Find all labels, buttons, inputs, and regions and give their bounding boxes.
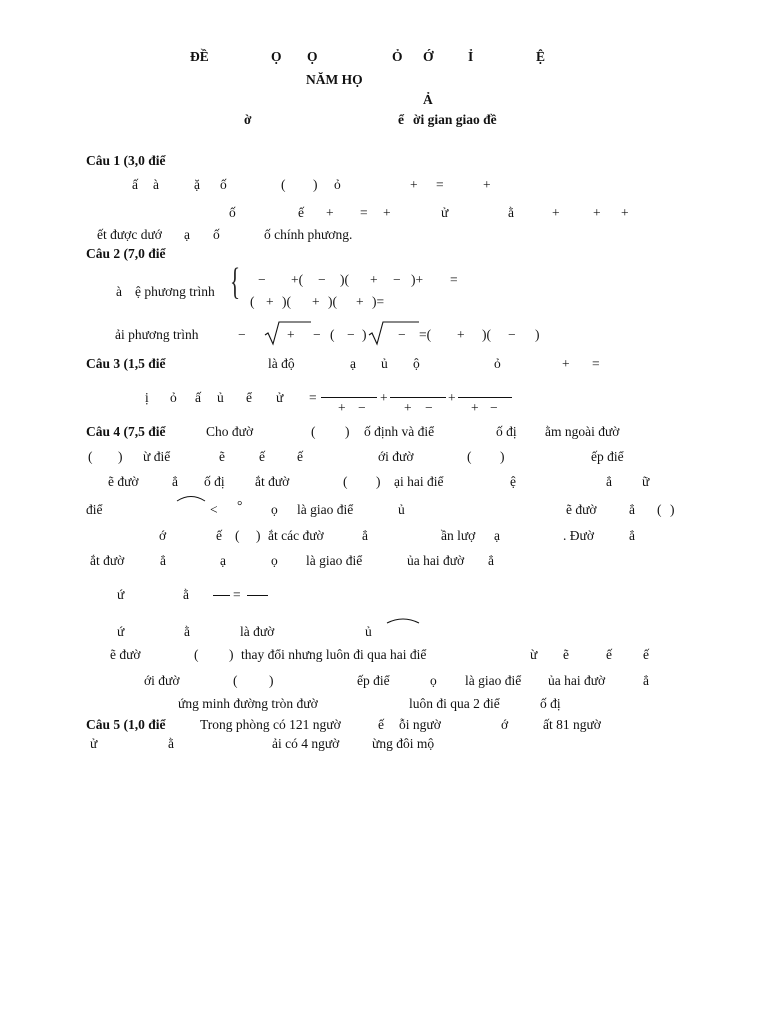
text-fragment: ớ [501, 717, 509, 732]
header-word: Ọ [271, 49, 282, 64]
math-symbol: + [312, 294, 320, 309]
text-fragment: ải phương trình [115, 327, 199, 342]
math-symbol: + [448, 390, 456, 405]
text-fragment: ( [281, 177, 286, 192]
text-fragment: ẳ [606, 474, 612, 489]
text-fragment: ừ [530, 647, 538, 662]
text-fragment: ) [500, 449, 505, 464]
text-fragment: ế [606, 647, 612, 662]
text-fragment: ử [90, 736, 98, 751]
text-fragment: ) [345, 424, 350, 439]
text-fragment: ệ phương trình [135, 284, 215, 299]
fraction-bar [247, 595, 268, 596]
text-fragment: ố [220, 177, 227, 192]
text-fragment: ải có 4 ngườ [272, 736, 340, 751]
text-fragment: ) [313, 177, 318, 192]
text-fragment: ) [118, 449, 123, 464]
text-fragment: ằ [183, 587, 189, 602]
text-fragment: Trong phòng có 121 ngườ [200, 717, 341, 732]
math-symbol: = [309, 390, 317, 405]
text-fragment: ế [378, 717, 384, 732]
math-symbol: = [450, 272, 458, 287]
header-word: Ớ [423, 49, 434, 64]
text-fragment: ) [229, 647, 234, 662]
text-fragment: ủ [217, 390, 224, 405]
text-fragment: ạ [184, 227, 190, 242]
math-symbol: + [356, 294, 364, 309]
text-fragment: ứ [117, 587, 125, 602]
math-symbol: + [383, 205, 391, 220]
text-fragment: à [153, 177, 159, 192]
math-symbol: + [370, 272, 378, 287]
text-fragment: ế [297, 449, 303, 464]
math-symbol: )( [328, 294, 337, 309]
text-fragment: ) [256, 528, 261, 543]
text-fragment: ( [657, 502, 662, 517]
math-symbol: − [490, 400, 498, 415]
math-symbol: = [233, 587, 241, 602]
math-symbol: − [258, 272, 266, 287]
math-symbol: + [326, 205, 334, 220]
math-symbol: )= [372, 294, 385, 309]
text-fragment: ẳ [629, 502, 635, 517]
text-fragment: ặ [194, 177, 200, 192]
math-symbol: + [593, 205, 601, 220]
text-fragment: à [116, 284, 122, 299]
text-fragment: . Đườ [563, 528, 594, 543]
text-fragment: ) [269, 673, 274, 688]
header-word: ĐỀ [190, 49, 209, 64]
text-fragment: ới đườ [378, 449, 414, 464]
text-fragment: ( [467, 449, 472, 464]
text-fragment: ử [276, 390, 284, 405]
text-fragment: ế [216, 528, 222, 543]
text-fragment: điể [86, 502, 103, 517]
text-fragment: ( [233, 673, 238, 688]
text-fragment: ố đị [204, 474, 225, 489]
fraction-bar [321, 397, 377, 398]
text-fragment: ắt đườ [255, 474, 290, 489]
text-fragment: là độ [268, 356, 295, 371]
question-title: Câu 1 (3,0 điể [86, 153, 166, 168]
question-title: Câu 4 (7,5 điể [86, 424, 166, 439]
text-fragment: Cho đườ [206, 424, 254, 439]
text-fragment: ứ [117, 624, 125, 639]
header-word: Ỏ [392, 49, 403, 64]
text-fragment: ( [235, 528, 240, 543]
text-fragment: luôn đi qua 2 điể [409, 696, 500, 711]
math-symbol: − [358, 400, 366, 415]
text-fragment: ế [643, 647, 649, 662]
math-symbol: = [592, 356, 600, 371]
header-time: ời gian giao đề [413, 112, 497, 127]
math-symbol: + [457, 327, 465, 342]
text-fragment: ( [343, 474, 348, 489]
text-fragment: ếp điể [357, 673, 390, 688]
text-fragment: ết được dướ [97, 227, 162, 242]
text-fragment: ệ [510, 474, 516, 489]
math-symbol: + [404, 400, 412, 415]
math-symbol: + [621, 205, 629, 220]
math-symbol: + [380, 390, 388, 405]
text-fragment: ất 81 ngườ [543, 717, 601, 732]
math-symbol: ( [250, 294, 255, 309]
text-fragment: ẽ đườ [110, 647, 141, 662]
math-symbol: )( [282, 294, 291, 309]
fraction-bar [390, 397, 446, 398]
math-symbol: + [562, 356, 570, 371]
text-fragment: ọ [271, 553, 278, 568]
math-symbol: − [318, 272, 326, 287]
question-title: Câu 2 (7,0 điể [86, 246, 166, 261]
text-fragment: ị [145, 390, 149, 405]
math-symbol: + [266, 294, 274, 309]
text-fragment: ỏ [170, 390, 177, 405]
text-fragment: ( [311, 424, 316, 439]
text-fragment: ủa hai đườ [548, 673, 606, 688]
math-symbol: )( [340, 272, 349, 287]
text-fragment: ể [246, 390, 252, 405]
text-fragment: ) [376, 474, 381, 489]
header-time: ờ [244, 112, 252, 127]
math-symbol: − [398, 327, 406, 342]
math-symbol: + [338, 400, 346, 415]
math-symbol: − [508, 327, 516, 342]
text-fragment: ắt các đườ [268, 528, 324, 543]
text-fragment: ( [194, 647, 199, 662]
text-fragment: ằm ngoài đườ [545, 424, 620, 439]
math-symbol: + [471, 400, 479, 415]
text-fragment: ố chính phương. [264, 227, 353, 242]
text-fragment: ử [441, 205, 449, 220]
text-fragment: ẽ đườ [108, 474, 139, 489]
text-fragment: ừng đôi mộ [372, 736, 435, 751]
text-fragment: ần lượ [441, 528, 476, 543]
math-symbol: − [238, 327, 246, 342]
text-fragment: là giao điể [297, 502, 354, 517]
header-word: Ệ [536, 49, 546, 64]
fraction-bar [458, 397, 512, 398]
text-fragment: ẳ [643, 673, 649, 688]
text-fragment: ( [88, 449, 93, 464]
math-symbol: +( [291, 272, 304, 287]
fraction-bar [213, 595, 230, 596]
header-subject: Ả [423, 92, 433, 107]
math-symbol: + [410, 177, 418, 192]
text-fragment: thay đổi nhưng luôn đi qua hai điể [241, 647, 427, 662]
text-fragment: ẳ [362, 528, 368, 543]
header-time: ể [398, 112, 404, 127]
math-symbol: )+ [411, 272, 424, 287]
text-fragment: ủ [365, 624, 372, 639]
text-fragment: ừ điể [143, 449, 171, 464]
text-fragment: ố [213, 227, 220, 242]
text-fragment: ấ [195, 390, 201, 405]
text-fragment: ) [670, 502, 675, 517]
text-fragment: ới đườ [144, 673, 180, 688]
text-fragment: ẳ [629, 528, 635, 543]
math-symbol: =( [419, 327, 432, 342]
text-fragment: ạ [220, 553, 226, 568]
math-symbol: < [210, 502, 218, 517]
text-fragment: ằ [168, 736, 174, 751]
text-fragment: ẽ [219, 449, 225, 464]
text-fragment: ẳ [160, 553, 166, 568]
text-fragment: ắt đườ [90, 553, 125, 568]
radical-sign [368, 320, 420, 346]
text-fragment: ẽ đườ [566, 502, 597, 517]
text-fragment: ố đị [540, 696, 561, 711]
text-fragment: ọ [271, 502, 278, 517]
text-fragment: ế [259, 449, 265, 464]
text-fragment: là đườ [240, 624, 275, 639]
system-brace: { [230, 261, 241, 303]
math-symbol: ° [237, 498, 243, 513]
text-fragment: ủ [398, 502, 405, 517]
math-symbol: − [393, 272, 401, 287]
math-symbol: ( [330, 327, 335, 342]
text-fragment: ủ [381, 356, 388, 371]
text-fragment: là giao điể [465, 673, 522, 688]
text-fragment: ố đị [496, 424, 517, 439]
arc-mark [176, 494, 206, 502]
text-fragment: ế [298, 205, 304, 220]
text-fragment: là giao điể [306, 553, 363, 568]
math-symbol: ) [362, 327, 367, 342]
text-fragment: ằ [508, 205, 514, 220]
math-symbol: + [287, 327, 295, 342]
text-fragment: ủa hai đườ [407, 553, 465, 568]
text-fragment: ại hai điể [394, 474, 444, 489]
math-symbol: + [552, 205, 560, 220]
text-fragment: ấ [132, 177, 138, 192]
text-fragment: ỏ [494, 356, 501, 371]
text-fragment: ố định và điể [364, 424, 435, 439]
text-fragment: ẳ [488, 553, 494, 568]
math-symbol: = [436, 177, 444, 192]
text-fragment: ạ [494, 528, 500, 543]
math-symbol: ) [535, 327, 540, 342]
question-title: Câu 3 (1,5 điể [86, 356, 166, 371]
text-fragment: ỏ [334, 177, 341, 192]
header-year: NĂM HỌ [306, 72, 363, 87]
text-fragment: ọ [430, 673, 437, 688]
header-word: Ọ [307, 49, 318, 64]
math-symbol: − [347, 327, 355, 342]
header-word: Ỉ [468, 49, 474, 64]
text-fragment: ớ [159, 528, 167, 543]
text-fragment: ếp điể [591, 449, 624, 464]
text-fragment: ố [229, 205, 236, 220]
arc-mark [386, 617, 420, 624]
math-symbol: )( [482, 327, 491, 342]
math-symbol: + [483, 177, 491, 192]
text-fragment: ộ [413, 356, 420, 371]
text-fragment: ứng minh đường tròn đườ [178, 696, 318, 711]
text-fragment: ạ [350, 356, 356, 371]
math-symbol: − [313, 327, 321, 342]
math-symbol: − [425, 400, 433, 415]
text-fragment: ẳ [172, 474, 178, 489]
text-fragment: ỗi ngườ [399, 717, 441, 732]
question-title: Câu 5 (1,0 điể [86, 717, 166, 732]
text-fragment: ẽ [563, 647, 569, 662]
text-fragment: ữ [642, 474, 650, 489]
math-symbol: = [360, 205, 368, 220]
text-fragment: ằ [184, 624, 190, 639]
